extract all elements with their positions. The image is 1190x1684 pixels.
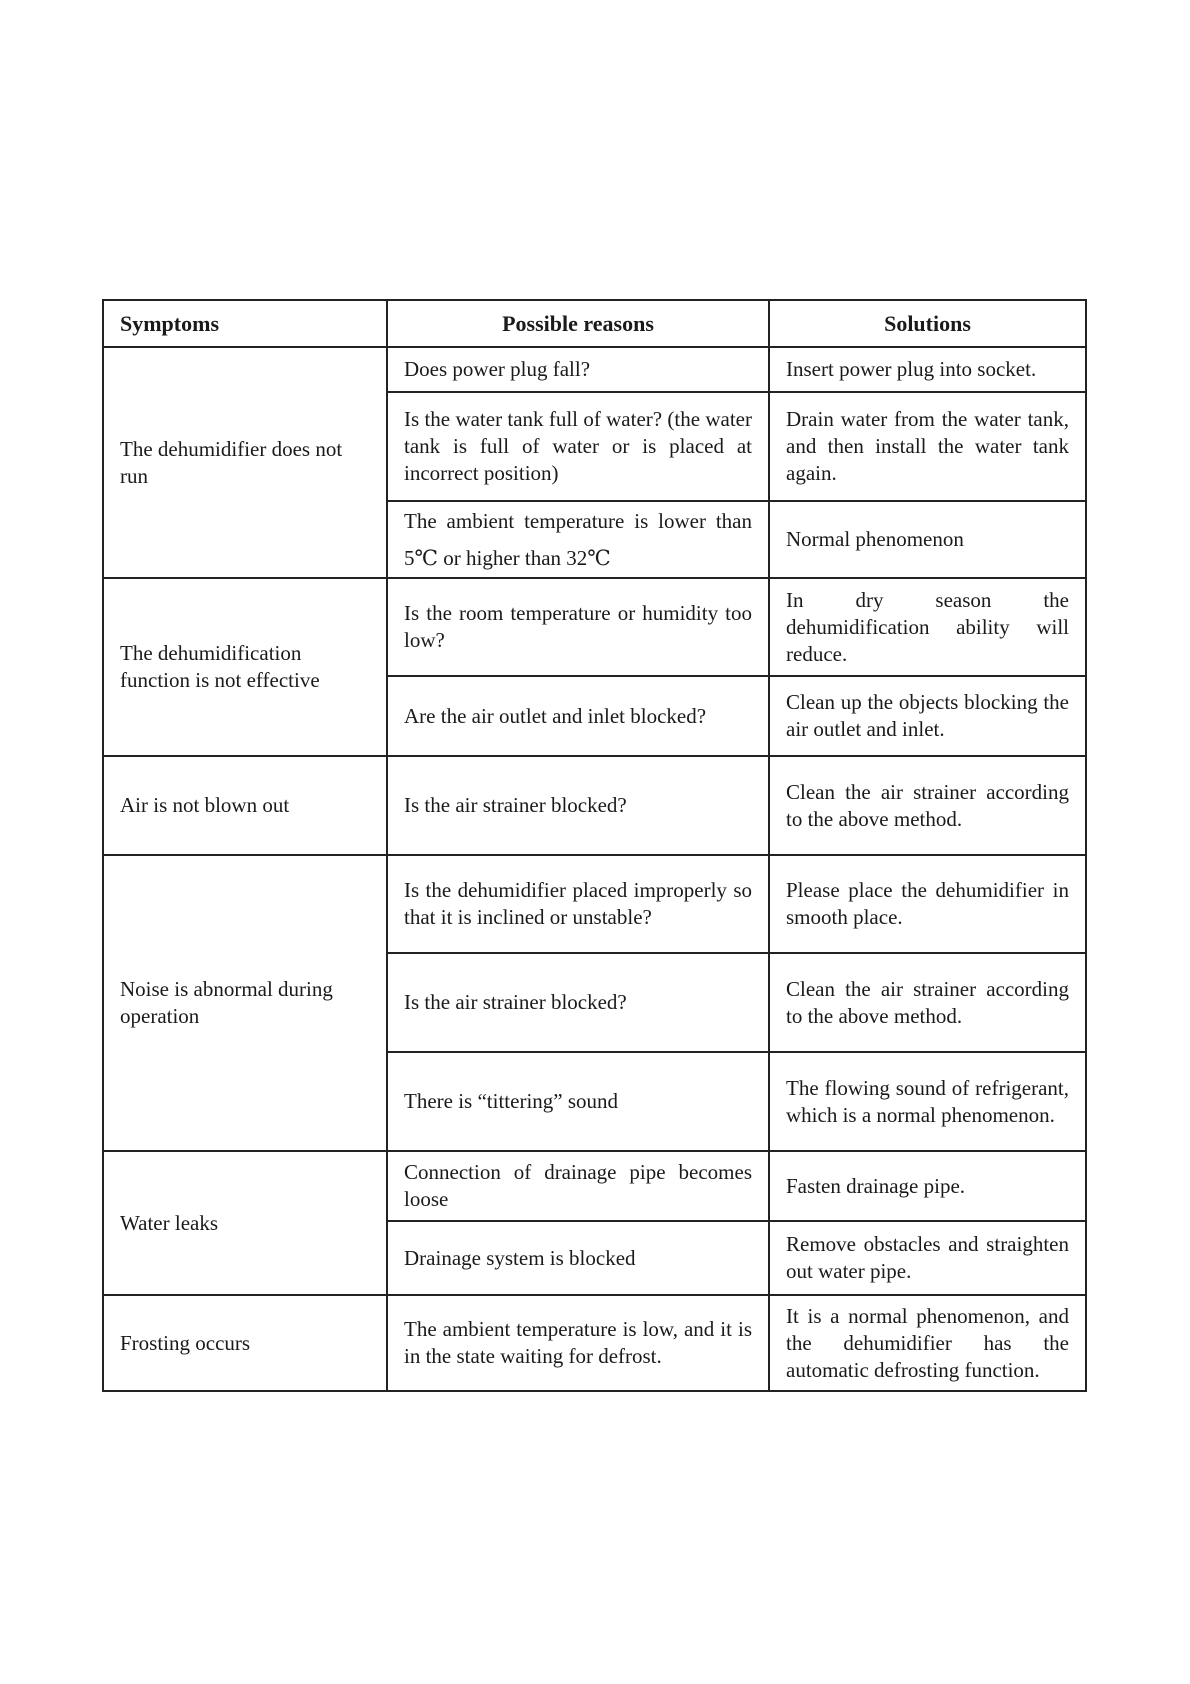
solution-cell: Clean the air strainer according to the above method. xyxy=(769,756,1086,855)
table-header-row xyxy=(103,300,1086,347)
symptom-cell: The dehumidification function is not effective xyxy=(103,578,387,756)
symptom-cell: Noise is abnormal during operation xyxy=(103,855,387,1151)
symptom-cell: Air is not blown out xyxy=(103,756,387,855)
reason-cell: Is the air strainer blocked? xyxy=(387,756,769,855)
solution-cell: Fasten drainage pipe. xyxy=(769,1151,1086,1221)
solution-cell: Please place the dehumidifier in smooth place. xyxy=(769,855,1086,953)
header-solutions: Solutions xyxy=(769,300,1086,347)
solution-cell: It is a normal phenomenon, and the dehumidifier has the automatic defrosting function. xyxy=(769,1295,1086,1391)
header-possible-reasons: Possible reasons xyxy=(387,300,769,347)
table-row xyxy=(103,347,1086,392)
reason-cell: Are the air outlet and inlet blocked? xyxy=(387,676,769,756)
solution-cell: Drain water from the water tank, and then install the water tank again. xyxy=(769,392,1086,501)
table-row xyxy=(103,578,1086,676)
table-row xyxy=(103,855,1086,953)
solution-cell: Clean up the objects blocking the air outlet and inlet. xyxy=(769,676,1086,756)
table-row xyxy=(103,756,1086,855)
header-symptoms: Symptoms xyxy=(103,300,387,347)
table-row xyxy=(103,1295,1086,1391)
reason-cell: Is the water tank full of water? (the water tank is full of water or is placed at incorrect position) xyxy=(387,392,769,501)
reason-cell: Drainage system is blocked xyxy=(387,1221,769,1295)
solution-cell: The flowing sound of refrigerant, which is a normal phenomenon. xyxy=(769,1052,1086,1151)
reason-cell: The ambient temperature is low, and it is in the state waiting for defrost. xyxy=(387,1295,769,1391)
reason-cell: There is “tittering” sound xyxy=(387,1052,769,1151)
solution-cell: Clean the air strainer according to the above method. xyxy=(769,953,1086,1052)
reason-cell: Is the room temperature or humidity too low? xyxy=(387,578,769,676)
reason-cell: Is the air strainer blocked? xyxy=(387,953,769,1052)
symptom-cell: The dehumidifier does not run xyxy=(103,347,387,578)
solution-cell: Insert power plug into socket. xyxy=(769,347,1086,392)
solution-cell: In dry season the dehumidification ability will reduce. xyxy=(769,578,1086,676)
table-row xyxy=(103,1151,1086,1221)
troubleshooting-table xyxy=(102,299,1087,1392)
solution-cell: Remove obstacles and straighten out water pipe. xyxy=(769,1221,1086,1295)
reason-cell: The ambient temperature is lower than 5℃ or higher than 32℃ xyxy=(387,501,769,578)
reason-cell: Connection of drainage pipe becomes loose xyxy=(387,1151,769,1221)
reason-cell: Is the dehumidifier placed improperly so that it is inclined or unstable? xyxy=(387,855,769,953)
symptom-cell: Frosting occurs xyxy=(103,1295,387,1391)
symptom-cell: Water leaks xyxy=(103,1151,387,1295)
solution-cell: Normal phenomenon xyxy=(769,501,1086,578)
reason-cell: Does power plug fall? xyxy=(387,347,769,392)
